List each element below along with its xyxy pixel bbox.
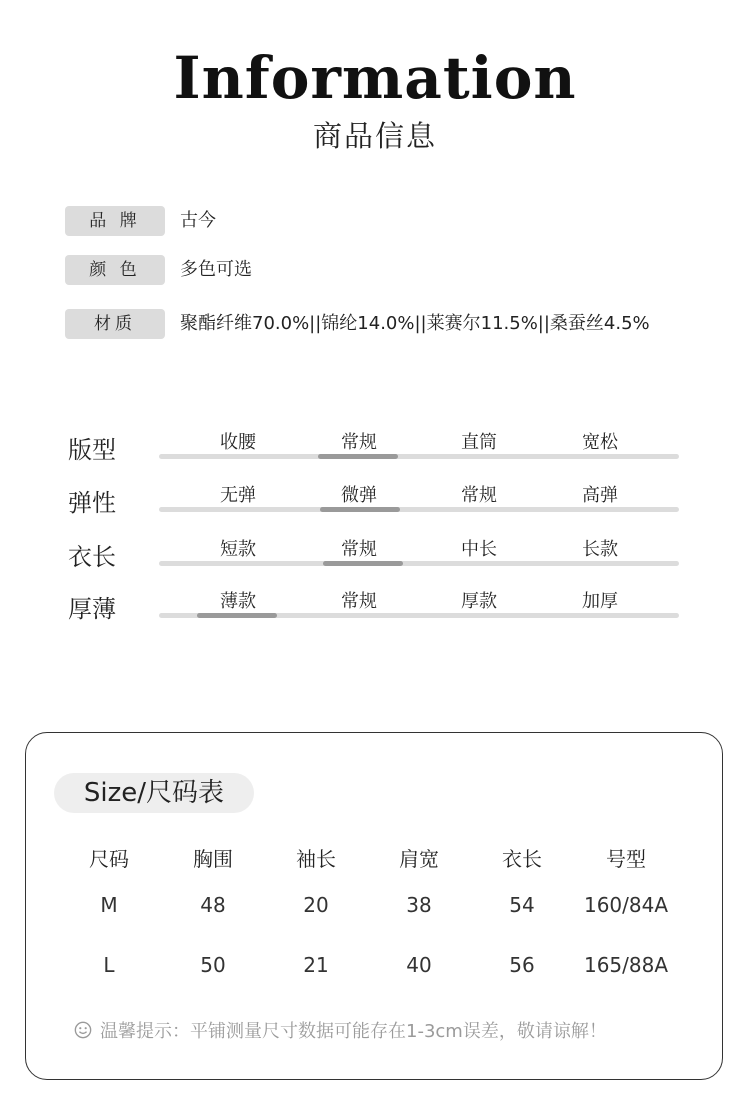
size-header-cell: 肩宽 (399, 847, 439, 871)
attr-option: 高弹 (582, 485, 618, 506)
info-value: 古今 (180, 210, 216, 231)
attr-option: 薄款 (220, 591, 256, 612)
size-cell: 21 (303, 953, 329, 977)
attr-option: 无弹 (220, 485, 256, 506)
page-title: Information (173, 44, 577, 112)
attr-track (159, 507, 679, 512)
attr-selected-mark (323, 561, 403, 566)
attr-track (159, 613, 679, 618)
size-cell: 38 (406, 893, 432, 917)
info-value: 多色可选 (180, 259, 252, 280)
size-cell: 48 (200, 893, 226, 917)
attr-name: 厚薄 (68, 595, 116, 623)
size-chart-title: Size/尺码表 (54, 773, 254, 813)
size-header-cell: 胸围 (193, 847, 233, 871)
size-header-cell: 号型 (606, 847, 646, 871)
attr-option: 加厚 (582, 591, 618, 612)
info-value: 聚酯纤维70.0%||锦纶14.0%||莱赛尔11.5%||桑蚕丝4.5% (180, 313, 650, 334)
attr-option: 常规 (341, 432, 377, 453)
attr-option: 收腰 (220, 432, 256, 453)
size-cell: 50 (200, 953, 226, 977)
attr-option: 宽松 (582, 432, 618, 453)
attr-option: 长款 (582, 539, 618, 560)
size-cell: L (103, 953, 115, 977)
attr-option: 直筒 (461, 432, 497, 453)
attr-name: 衣长 (68, 543, 116, 571)
size-cell: M (100, 893, 118, 917)
attr-option: 常规 (341, 591, 377, 612)
attr-name: 版型 (68, 436, 116, 464)
attr-track (159, 561, 679, 566)
size-chart-card (25, 732, 723, 1080)
attr-option: 短款 (220, 539, 256, 560)
size-note-text: 温馨提示：平铺测量尺寸数据可能存在1-3cm误差，敬请谅解！ (100, 1021, 607, 1042)
size-header-cell: 衣长 (502, 847, 542, 871)
size-cell: 20 (303, 893, 329, 917)
size-cell: 54 (509, 893, 535, 917)
attr-option: 常规 (341, 539, 377, 560)
attr-option: 厚款 (461, 591, 497, 612)
attr-row-fit (68, 428, 683, 478)
attr-row-elasticity (68, 481, 683, 531)
size-cell: 165/88A (583, 953, 669, 977)
attr-option: 微弹 (341, 485, 377, 506)
smiley-icon (74, 1021, 92, 1042)
size-cell: 40 (406, 953, 432, 977)
attr-option: 中长 (461, 539, 497, 560)
attr-row-length (68, 535, 683, 585)
attr-selected-mark (320, 507, 400, 512)
page-subtitle: 商品信息 (312, 119, 437, 153)
attr-name: 弹性 (68, 489, 116, 517)
size-note (74, 1017, 694, 1043)
attr-row-thickness (68, 587, 683, 637)
size-header-cell: 尺码 (89, 847, 129, 871)
info-label: 材质 (65, 309, 165, 339)
attr-selected-mark (197, 613, 277, 618)
size-cell: 160/84A (583, 893, 669, 917)
info-label: 品 牌 (65, 206, 165, 236)
info-label: 颜 色 (65, 255, 165, 285)
attr-option: 常规 (461, 485, 497, 506)
attr-selected-mark (318, 454, 398, 459)
size-cell: 56 (509, 953, 535, 977)
attr-track (159, 454, 679, 459)
size-header-cell: 袖长 (296, 847, 336, 871)
